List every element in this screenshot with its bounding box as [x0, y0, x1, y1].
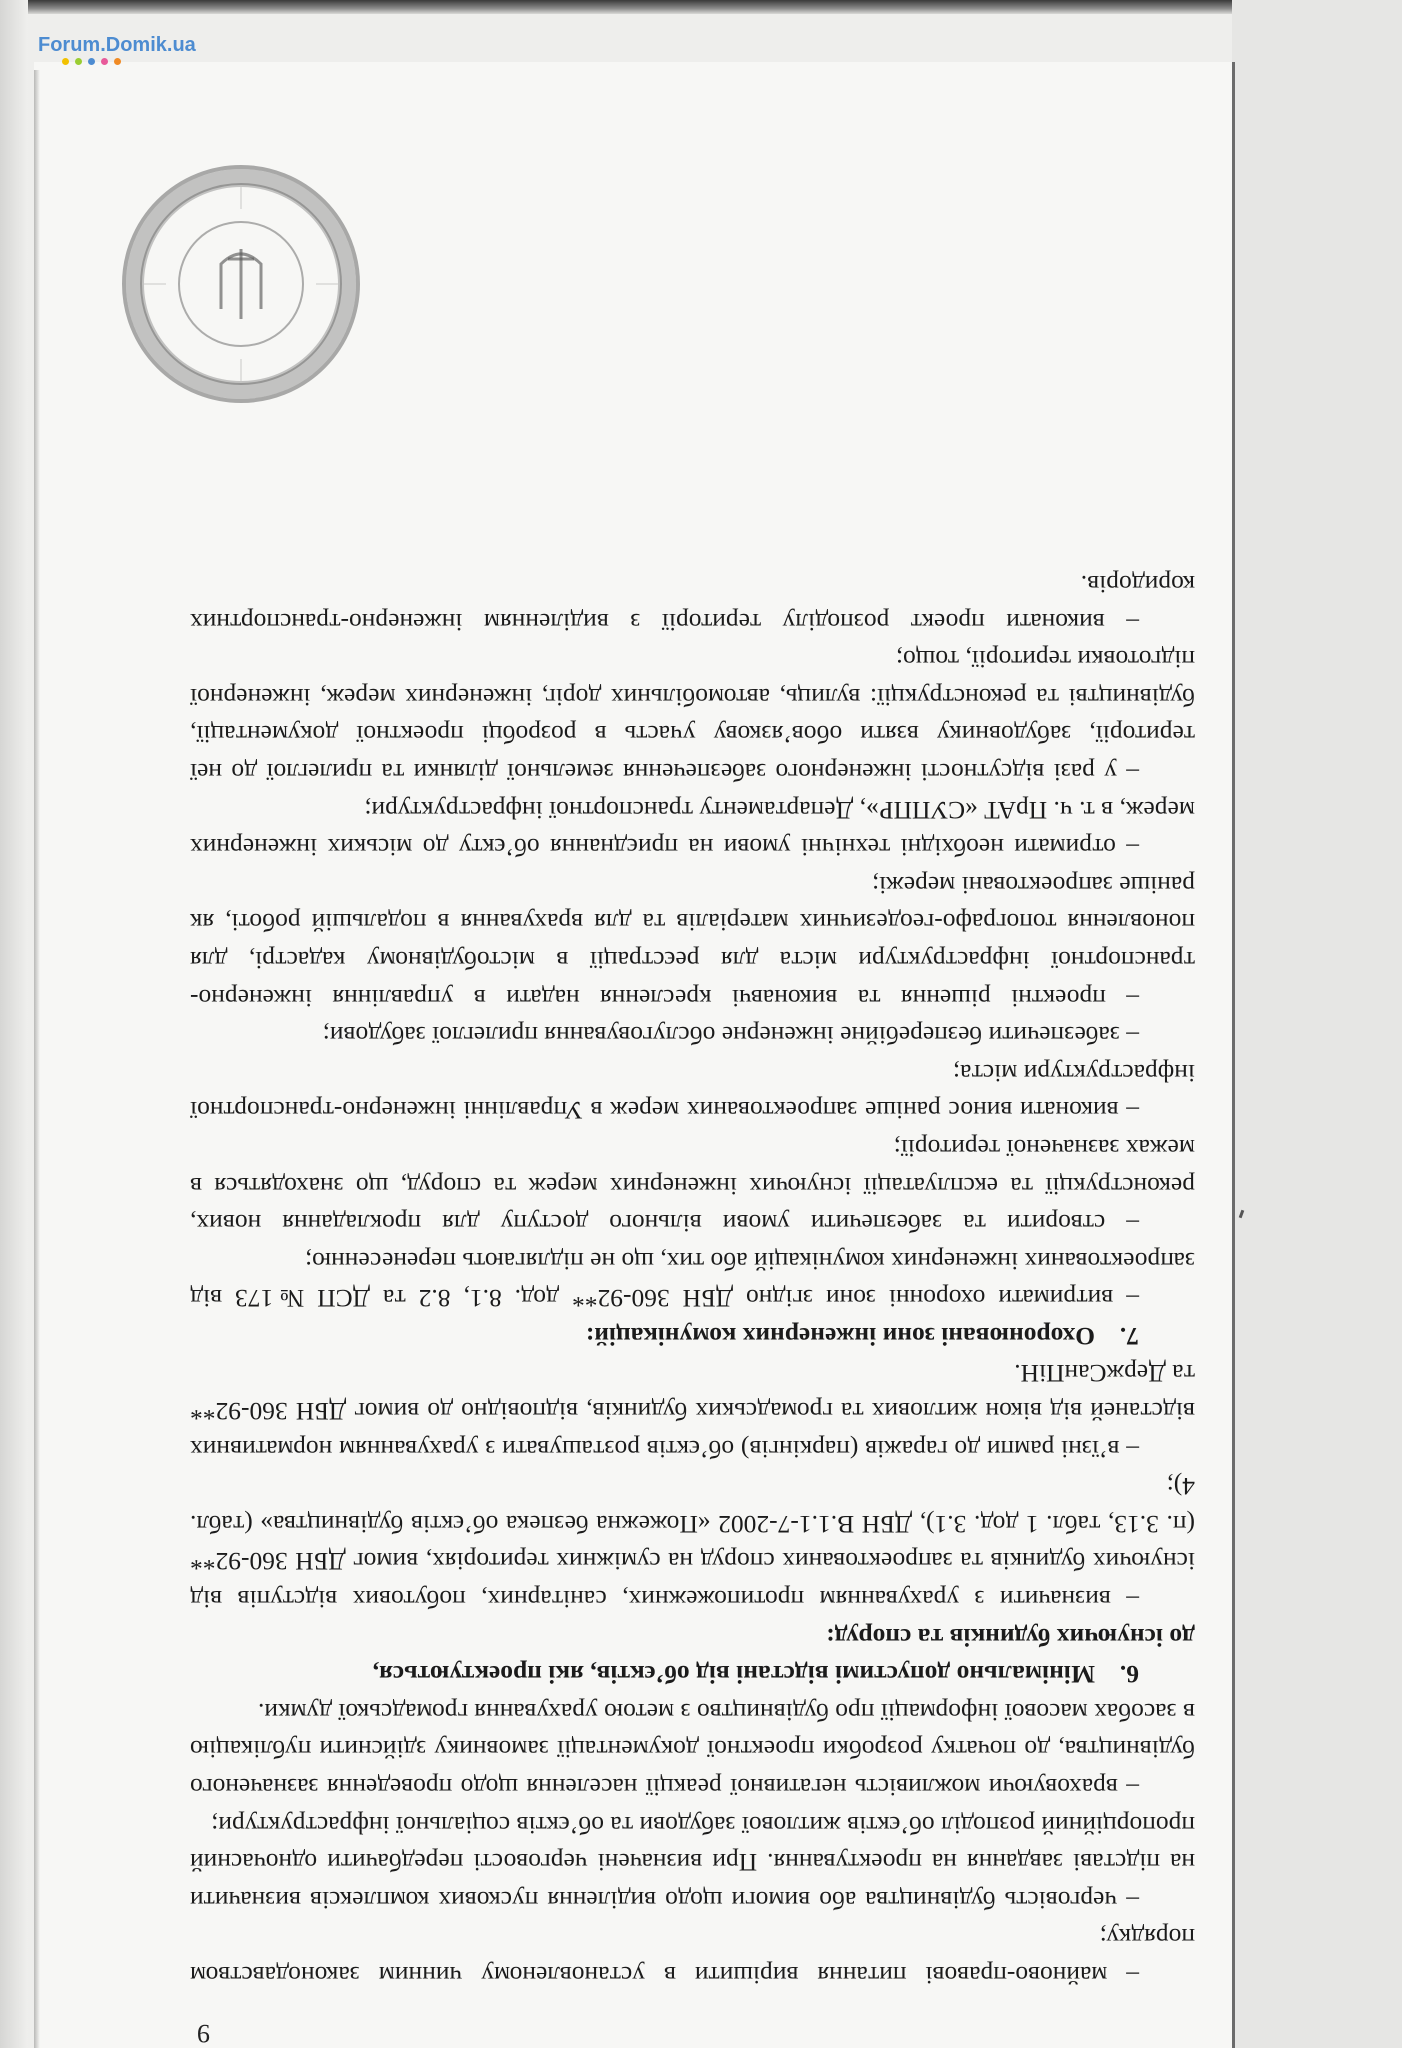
watermark-dot: [114, 58, 121, 65]
section-title-continuation: до існуючих будинків та споруд:: [826, 1622, 1195, 1652]
paragraph: – у разі відсутності інженерного забезпечення земельної ділянки та прилеглої до неї території, забудовнику взяти обов’язкову участь в розробці проектної документації, будівництві та реконструкції: вулиць, автомобільних доріг, інженерних мереж, інженерної підготовки території, тощо;: [190, 645, 1195, 787]
section-title: Мінімально допустимі відстані від об’єктів, які проектуються,: [372, 1660, 1095, 1690]
section-number: 6.: [1119, 1660, 1139, 1690]
watermark-dot: [101, 58, 108, 65]
section-title: Охоронювані зони інженерних комунікацій:: [585, 1321, 1095, 1351]
section-heading: [190, 1317, 1195, 1355]
watermark-logo[interactable]: Forum.Domik.ua: [38, 34, 196, 56]
scan-top-strip: [0, 0, 1402, 14]
rotated-document-content: [40, 70, 1220, 2048]
watermark-dot: [88, 58, 95, 65]
paragraph: – черговість будівництва або вимоги щодо виділення пускових комплексів визначити на підставі завдання на проектування. При визначені черговості передбачити одночасний пропорційний розподіл об’єктів житлової забудови та об’єктів соціальної інфраструктури;: [190, 1810, 1195, 1915]
trident-icon: [221, 249, 261, 319]
watermark-dots: [62, 58, 121, 65]
paragraph: – витримати охоронні зони згідно ДБН 360-92** дод. 8.1, 8.2 та ДСП №173 від запроектованих інженерних комунікацій або тих, що не підлягають перенесенню;: [190, 1246, 1195, 1314]
paragraph: – в’їзні рампи до гаражів (паркінгів) об’єктів розташувати з урахуванням нормативних відстаней від вікон житлових та громадських будинків, відповідно до вимог ДБН 360-92** та ДержСанПіН.: [190, 1359, 1195, 1464]
section-heading: [190, 1656, 1195, 1694]
watermark-dot: [62, 58, 69, 65]
paragraph: – створити та забезпечити умови вільного доступу для прокладання нових, реконструкції та експлуатації існуючих інженерних мереж та споруд, що знаходяться в межах зазначеної території;: [190, 1133, 1195, 1239]
scan-left-edge: [0, 0, 28, 2048]
paragraph: – визначити з урахуванням протипожежних, санітарних, побутових відступів від існуючих будинків та запроектованих споруд на суміжних територіях, вимог ДБН 360-92** (п. 3.13, табл. 1 дод. 3.1), ДБН В.1.1-7-2002 «Пожежна безпека об’єктів будівництва» (табл. 4);: [190, 1472, 1195, 1615]
seal-graphic: [126, 169, 356, 399]
paragraph: – проектні рішення та виконавчі креслення надати в управління інженерно-транспортної інфраструктури міста для реєстрації в містобудівному кадастрі, для поновлення топографо-геодезичних матеріалів та для врахування в подальшій роботі, як раніше запроектовані мережі;: [190, 870, 1195, 1013]
paragraph: – майново-правові питання вирішити в установленому чинним законодавством порядку;: [190, 1923, 1195, 1990]
page-number: 9: [197, 2019, 210, 2048]
document-body: [190, 565, 1195, 1994]
scan-right-margin: [1232, 0, 1402, 2048]
paragraph: – забезпечити безперебійне інженерне обслуговування прилеглої забудови;: [322, 1021, 1139, 1051]
official-seal: [122, 165, 360, 403]
paragraph: – виконати проект розподілу території з виділенням інженерно-транспортних коридорів.: [190, 570, 1195, 637]
watermark-dot: [75, 58, 82, 65]
paragraph: – враховуючи можливість негативної реакції населення щодо проведення зазначеного будівництва, до початку розробки проектної документації замовнику здійснити публікацію в засобах масової інформації про будівництво з метою урахування громадської думки.: [190, 1697, 1195, 1803]
section-number: 7.: [1119, 1321, 1139, 1351]
paragraph: – виконати винос раніше запроектованих мереж в Управлінні інженерно-транспортної інфраструктури міста;: [190, 1058, 1195, 1126]
paragraph: – отримати необхідні технічні умови на приєднання об’єкту до міських інженерних мереж, в т. ч. ПрАТ «СУППР», Департаменту транспортної інфраструктури;: [190, 795, 1195, 863]
